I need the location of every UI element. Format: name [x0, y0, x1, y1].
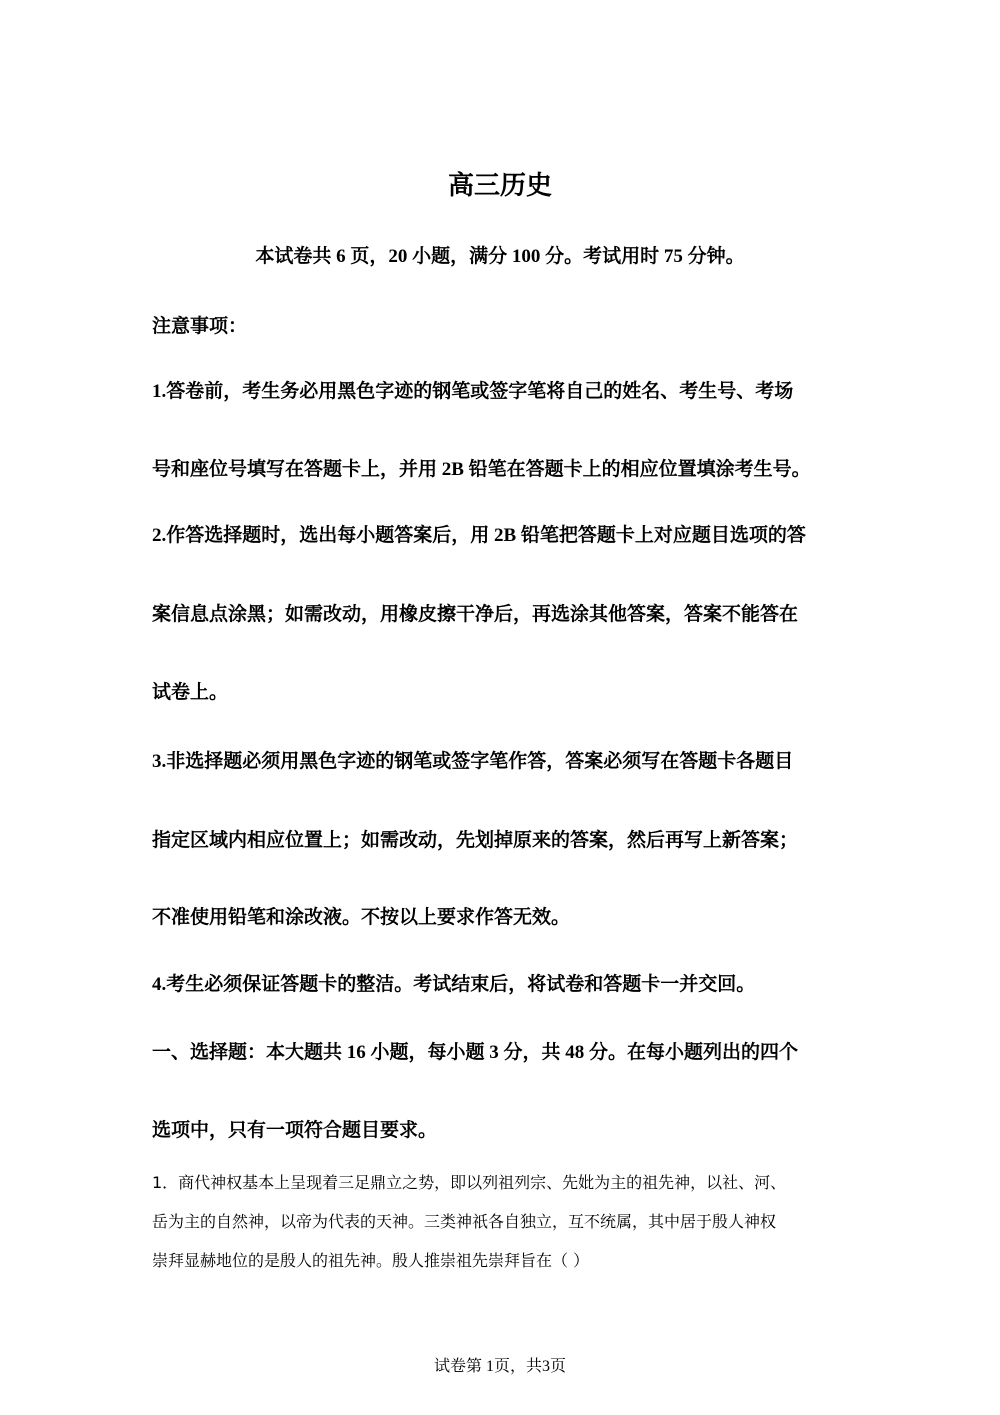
section-heading-line: 选项中，只有一项符合题目要求。 [152, 1120, 438, 1141]
notice-heading: 注意事项： [152, 316, 248, 337]
notice-line: 号和座位号填写在答题卡上，并用 2B 铅笔在答题卡上的相应位置填涂考生号。 [152, 459, 811, 480]
notice-line: 2.作答选择题时，选出每小题答案后，用 2B 铅笔把答题卡上对应题目选项的答 [152, 525, 806, 546]
exam-title: 高三历史 [447, 171, 552, 201]
page-footer: 试卷第 1页，共3页 [433, 1358, 566, 1375]
section-heading-line: 一、选择题：本大题共 16 小题，每小题 3 分，共 48 分。在每小题列出的四个 [152, 1042, 799, 1063]
notice-line: 4.考生必须保证答题卡的整洁。考试结束后，将试卷和答题卡一并交回。 [152, 974, 756, 995]
question-1-line: 崇拜显赫地位的是殷人的祖先神。殷人推崇祖先崇拜旨在（ ） [152, 1251, 590, 1270]
notice-line: 案信息点涂黑；如需改动，用橡皮擦干净后，再选涂其他答案，答案不能答在 [152, 604, 799, 625]
exam-info: 本试卷共 6 页，20 小题，满分 100 分。考试用时 75 分钟。 [255, 246, 745, 267]
notice-line: 指定区域内相应位置上；如需改动，先划掉原来的答案，然后再写上新答案； [152, 830, 799, 851]
question-1-line: 岳为主的自然神，以帝为代表的天神。三类神祇各自独立，互不统属，其中居于殷人神权 [152, 1212, 777, 1231]
notice-line: 试卷上。 [152, 682, 229, 703]
notice-line: 3.非选择题必须用黑色字迹的钢笔或签字笔作答，答案必须写在答题卡各题目 [152, 751, 794, 772]
question-1-line: 1．商代神权基本上呈现着三足鼎立之势，即以列祖列宗、先妣为主的祖先神，以社、河、 [152, 1173, 787, 1192]
notice-line: 不准使用铅笔和涂改液。不按以上要求作答无效。 [152, 907, 571, 928]
notice-line: 1.答卷前，考生务必用黑色字迹的钢笔或签字笔将自己的姓名、考生号、考场 [152, 381, 794, 402]
